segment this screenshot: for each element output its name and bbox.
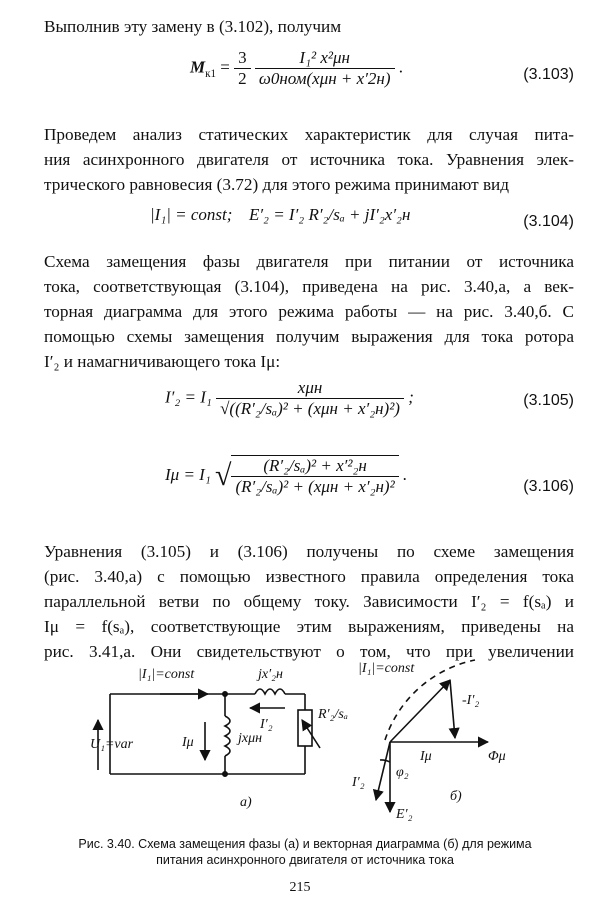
paragraph-4-line: (рис. 3.40,а) с помощью известного правила определения тока xyxy=(44,567,574,586)
paragraph-4 xyxy=(44,539,574,664)
paragraph-4-line: параллельной ветви по общему току. Зависимости I′₂ = f(sₐ) и xyxy=(44,592,574,611)
eq105-num: xμн xyxy=(216,378,404,399)
paragraph-2-line: ния асинхронного двигателя от источника тока. Уравнения элек- xyxy=(44,150,574,169)
eq104-number: (3.104) xyxy=(523,213,574,230)
label-minus-i2: -I′₂ xyxy=(462,693,480,708)
eq106-num: (R′₂/sₐ)² + x′²₂н xyxy=(231,456,398,477)
label-u1: U₁=var xyxy=(90,737,134,752)
equation-3-106: Iμ = I₁ √ $\frac{\text{(R′₂/sₐ)² + x′²₂н}}{\text{(R′₂/sₐ)² + (xμн + x′₂н)²}}$ . xyxy=(165,456,408,496)
i1-vector xyxy=(390,680,450,742)
label-jx2: jx′₂н xyxy=(258,667,283,682)
paragraph-3-line: I′₂ и намагничивающего тока Iμ: xyxy=(44,352,281,371)
junction-top xyxy=(223,692,227,696)
inductor-x2-coil xyxy=(255,689,285,694)
i2-vector xyxy=(376,742,390,800)
eq106-den: (R′₂/sₐ)² + (xμн + x′₂н)² xyxy=(235,477,395,496)
paragraph-4-line: рис. 3.41,а. Они свидетельствуют о том, что при увеличении xyxy=(44,642,574,661)
resistor-r2 xyxy=(298,710,312,746)
paragraph-1-line: Выполнив эту замену в (3.102), получим xyxy=(44,17,342,36)
label-imu-a: Iμ xyxy=(182,735,194,750)
eq103-lhs-sub: к1 xyxy=(205,67,217,80)
circuit-diagram-a xyxy=(98,689,320,776)
paragraph-3-line: Схема замещения фазы двигателя при питании от источника xyxy=(44,252,574,271)
eq103-coef-den: 2 xyxy=(238,69,247,88)
eq105-lhs: I′₂ = I₁ xyxy=(165,387,212,407)
paragraph-2-line: Проведем анализ статических характеристик для случая пита- xyxy=(44,125,574,144)
eq106-frac xyxy=(231,455,398,497)
label-phi2: φ₂ xyxy=(396,765,409,780)
label-i1-const-b: |I₁|=const xyxy=(358,661,415,676)
eq103-num: I₁² x²μн xyxy=(255,48,395,69)
eq106-lhs: Iμ = I₁ xyxy=(165,464,211,484)
paragraph-2-line: трического равновесия (3.72) для этого режима принимают вид xyxy=(44,175,510,194)
eq103-den: ω0ном(xμн + x′2н) xyxy=(258,69,391,88)
junction-bottom xyxy=(223,772,227,776)
figure-caption xyxy=(40,836,570,868)
caption-line: питания асинхронного двигателя от источника тока xyxy=(156,853,454,867)
paragraph-3 xyxy=(44,249,574,374)
eq103-main-frac xyxy=(255,48,395,89)
label-i2-a: I′₂ xyxy=(260,717,273,732)
label-flux: Φμ xyxy=(488,749,506,764)
label-r2: R′₂/sₐ xyxy=(318,707,348,722)
eq103-number: (3.103) xyxy=(523,66,574,83)
eq105-number: (3.105) xyxy=(523,392,574,409)
equation-3-104 xyxy=(150,205,410,225)
equation-3-105: I′₂ = I₁ $\frac{\text{xμн}}{\text{√((R′₂/sₐ)² + (xμн + x′₂н)²)}}$ ; xyxy=(165,378,414,418)
resistor-variable-arrow xyxy=(302,720,320,748)
paragraph-4-line: Уравнения (3.105) и (3.106) получены по схеме замещения xyxy=(44,542,574,561)
caption-line: Рис. 3.40. Схема замещения фазы (а) и векторная диаграмма (б) для режима xyxy=(78,837,532,851)
page-number: 215 xyxy=(289,880,311,895)
equation-3-103: $M_{к1}$ = $\frac{3}{2}$ $\frac{\text{I₁² x²μн}}{\text{ω0ном(xμн + x′2н)}}$ . xyxy=(190,48,404,88)
eq105-frac xyxy=(216,378,404,419)
paragraph-3-line: помощью схемы замещения получим выражения для тока ротора xyxy=(44,327,574,346)
inductor-xmu-coil xyxy=(225,716,230,756)
paragraph-2 xyxy=(44,122,574,197)
eq103-coef-num: 3 xyxy=(234,48,251,69)
eq105-den: √((R′₂/sₐ)² + (xμн + x′₂н)²) xyxy=(220,399,400,418)
figure-3-40 xyxy=(90,650,570,830)
minus-i2-vector xyxy=(450,680,455,738)
paragraph-1 xyxy=(44,14,574,39)
label-i2-b: I′₂ xyxy=(352,775,365,790)
eq104-part2: E′₂ = I′₂ R′₂/sₐ + jI′₂x′₂н xyxy=(248,205,411,224)
vector-diagram-b xyxy=(376,660,488,812)
eq103-lhs: M xyxy=(190,57,206,77)
label-jxmu: jxμн xyxy=(238,731,263,746)
paragraph-3-line: торная диаграмма для этого режима работы — на рис. 3.40,б. С xyxy=(44,302,574,321)
label-e2: E′₂ xyxy=(396,807,413,822)
label-b: б) xyxy=(450,789,462,804)
label-imu-b: Iμ xyxy=(420,749,432,764)
label-a: а) xyxy=(240,795,252,810)
eq103-coef-frac xyxy=(234,48,251,89)
paragraph-3-line: тока, соответствующая (3.104), приведена на рис. 3.40,а, а век- xyxy=(44,277,574,296)
paragraph-4-line: Iμ = f(sₐ), соответствующие этим выражениям, приведены на xyxy=(44,617,574,636)
eq106-number: (3.106) xyxy=(523,478,574,495)
eq104-part1: |I₁| = const; xyxy=(150,205,233,224)
label-i1-const-a: |I₁|=const xyxy=(138,667,195,682)
